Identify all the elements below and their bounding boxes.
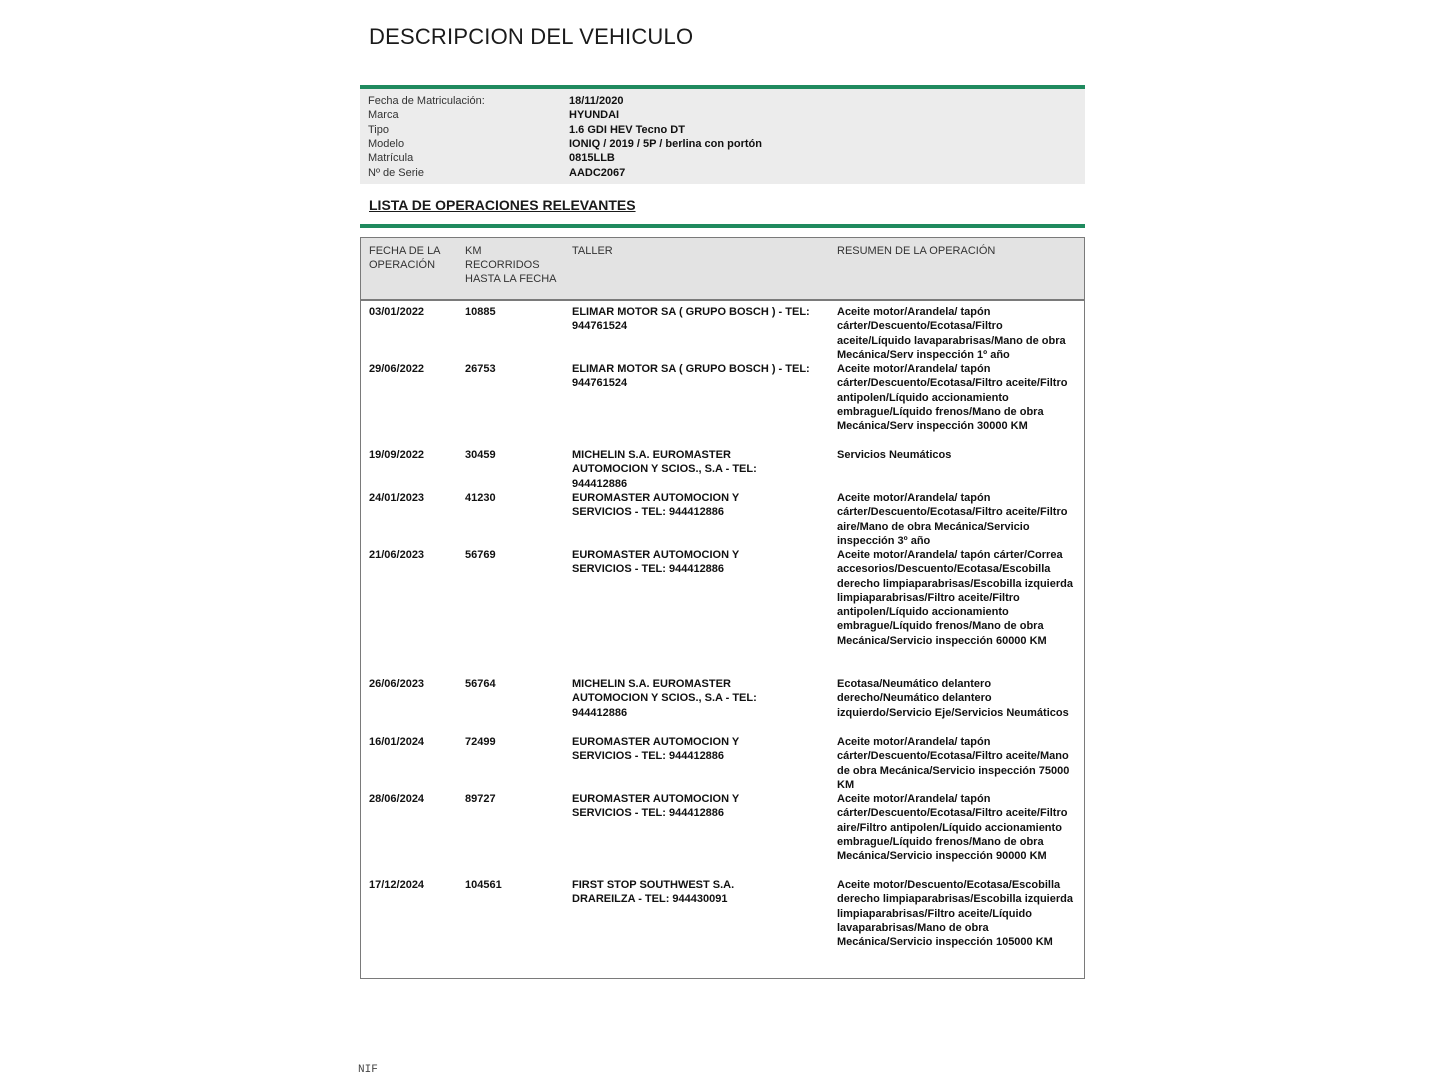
cell-resumen: Aceite motor/Arandela/ tapón cárter/Correa accesorios/Descuento/Ecotasa/Escobilla derecho limpiaparabrisas/Escobilla izquierda limpiaparabrisas/Filtro aceite/Filtro antipolen/Líquido accionamiento embrague/Líquido frenos/Mano de obra Mecánica/Servicio inspección 60000 KM	[837, 549, 1073, 647]
cell-fecha: 17/12/2024	[369, 879, 425, 891]
page-title: DESCRIPCION DEL VEHICULO	[369, 24, 694, 49]
cell-resumen: Aceite motor/Arandela/ tapón cárter/Descuento/Ecotasa/Filtro aceite/Filtro aire/Filtro antipolen/Líquido accionamiento embrague/Líquido frenos/Mano de obra Mecánica/Servicio inspección 90000 KM	[837, 793, 1068, 863]
cell-fecha: 29/06/2022	[369, 363, 425, 375]
footer-nif: NIF	[358, 1064, 378, 1076]
cell-fecha: 26/06/2023	[369, 678, 425, 690]
cell-fecha: 16/01/2024	[369, 736, 425, 748]
cell-taller: EUROMASTER AUTOMOCION Y SERVICIOS - TEL: 944412886	[572, 549, 740, 576]
vehicle-value: 18/11/2020	[569, 95, 624, 107]
section-divider	[360, 224, 1085, 228]
header-taller: TALLER	[572, 245, 613, 257]
cell-fecha: 03/01/2022	[369, 306, 425, 318]
vehicle-label: Modelo	[368, 137, 405, 150]
vehicle-value: 0815LLB	[569, 152, 615, 165]
vehicle-row-marca	[368, 108, 1068, 122]
cell-resumen: Ecotasa/Neumático delantero derecho/Neumático delantero izquierdo/Servicio Eje/Servicios Neumáticos	[837, 678, 1069, 719]
vehicle-label: Fecha de Matriculación:	[368, 95, 485, 107]
vehicle-value: AADC2067	[569, 166, 626, 179]
vehicle-row-serie	[368, 166, 1068, 180]
vehicle-row-matricula	[368, 151, 1068, 165]
cell-fecha: 19/09/2022	[369, 449, 425, 461]
cell-taller: MICHELIN S.A. EUROMASTER AUTOMOCION Y SCIOS., S.A - TEL: 944412886	[572, 449, 757, 490]
vehicle-value: IONIQ / 2019 / 5P / berlina con portón	[569, 137, 762, 150]
vehicle-label: Nº de Serie	[368, 166, 424, 179]
vehicle-label: Marca	[368, 109, 399, 122]
cell-fecha: 21/06/2023	[369, 549, 425, 561]
cell-km: 56769	[465, 549, 496, 561]
vehicle-row-tipo	[368, 123, 1068, 137]
operations-section-title: LISTA DE OPERACIONES RELEVANTES	[369, 197, 636, 213]
cell-km: 26753	[465, 363, 496, 375]
header-resumen: RESUMEN DE LA OPERACIÓN	[837, 245, 996, 257]
cell-fecha: 28/06/2024	[369, 793, 425, 805]
vehicle-label: Matrícula	[368, 152, 414, 165]
cell-km: 10885	[465, 306, 496, 318]
cell-resumen: Aceite motor/Arandela/ tapón cárter/Descuento/Ecotasa/Filtro aceite/Líquido lavaparabrisas/Mano de obra Mecánica/Serv inspección 1º año	[837, 306, 1066, 361]
cell-taller: MICHELIN S.A. EUROMASTER AUTOMOCION Y SCIOS., S.A - TEL: 944412886	[572, 678, 757, 719]
cell-resumen: Aceite motor/Arandela/ tapón cárter/Descuento/Ecotasa/Filtro aceite/Filtro antipolen/Líquido accionamiento embrague/Líquido frenos/Mano de obra Mecánica/Serv inspección 30000 KM	[837, 363, 1068, 433]
header-km: KM RECORRIDOS HASTA LA FECHA	[465, 245, 557, 285]
header-fecha: FECHA DE LA OPERACIÓN	[369, 245, 440, 271]
operations-table	[360, 237, 1085, 979]
cell-km: 41230	[465, 492, 496, 504]
cell-resumen: Aceite motor/Descuento/Ecotasa/Escobilla derecho limpiaparabrisas/Escobilla izquierda limpiaparabrisas/Filtro aceite/Líquido lavaparabrisas/Mano de obra Mecánica/Servicio inspección 105000 KM	[837, 879, 1073, 949]
vehicle-row-fecha	[368, 94, 1068, 108]
cell-km: 72499	[465, 736, 496, 748]
cell-km: 30459	[465, 449, 496, 461]
table-header	[361, 238, 1084, 301]
cell-taller: EUROMASTER AUTOMOCION Y SERVICIOS - TEL: 944412886	[572, 793, 740, 820]
cell-taller: ELIMAR MOTOR SA ( GRUPO BOSCH ) - TEL: 944761524	[572, 363, 810, 390]
cell-resumen: Aceite motor/Arandela/ tapón cárter/Descuento/Ecotasa/Filtro aceite/Mano de obra Mecánica/Servicio inspección 75000 KM	[837, 736, 1070, 791]
cell-taller: EUROMASTER AUTOMOCION Y SERVICIOS - TEL: 944412886	[572, 492, 740, 519]
vehicle-label: Tipo	[368, 123, 389, 136]
cell-taller: FIRST STOP SOUTHWEST S.A. DRAREILZA - TEL: 944430091	[572, 879, 735, 906]
cell-taller: ELIMAR MOTOR SA ( GRUPO BOSCH ) - TEL: 944761524	[572, 306, 810, 333]
vehicle-info-block	[360, 89, 1085, 184]
vehicle-value: 1.6 GDI HEV Tecno DT	[569, 123, 685, 136]
cell-resumen: Aceite motor/Arandela/ tapón cárter/Descuento/Ecotasa/Filtro aceite/Filtro aire/Mano de obra Mecánica/Servicio inspección 3º año	[837, 492, 1068, 547]
cell-resumen: Servicios Neumáticos	[837, 449, 952, 461]
cell-km: 89727	[465, 793, 496, 805]
cell-km: 104561	[465, 879, 502, 891]
cell-fecha: 24/01/2023	[369, 492, 425, 504]
cell-km: 56764	[465, 678, 496, 690]
cell-taller: EUROMASTER AUTOMOCION Y SERVICIOS - TEL: 944412886	[572, 736, 740, 763]
vehicle-value: HYUNDAI	[569, 109, 620, 122]
vehicle-row-modelo	[368, 137, 1068, 151]
